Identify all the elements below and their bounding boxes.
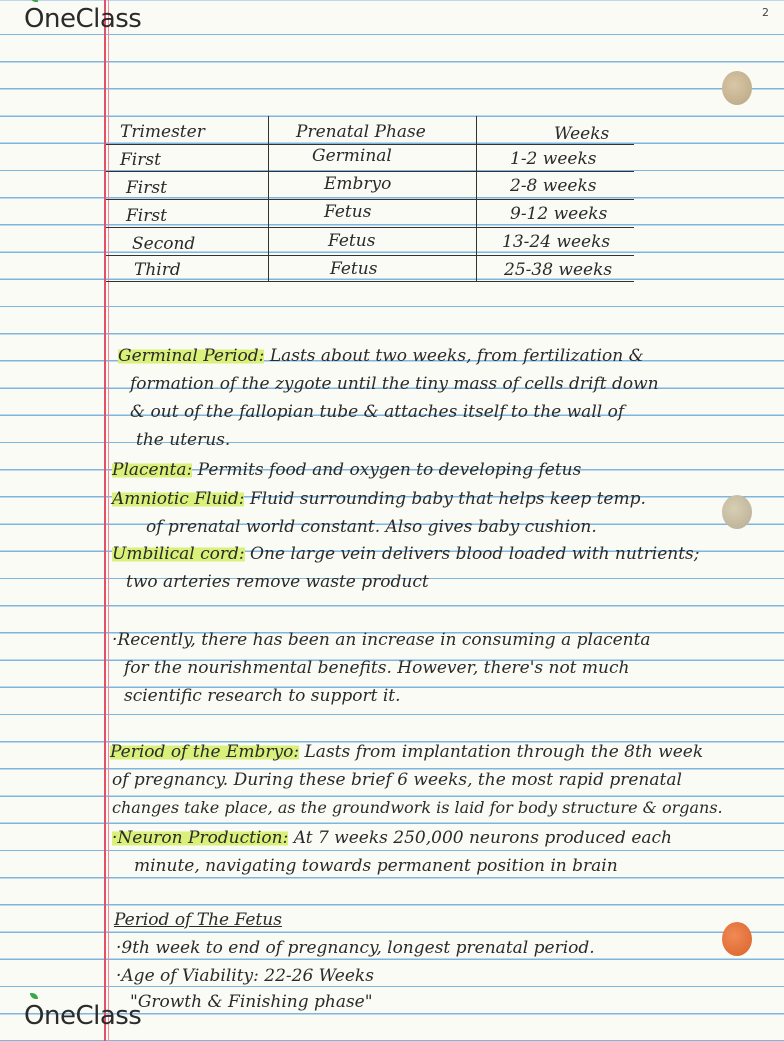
oneclass-logo: OneClass: [24, 4, 141, 34]
term-placenta: Placenta:: [112, 460, 193, 480]
term-neuron-production: ·Neuron Production:: [112, 828, 289, 848]
table-header: Weeks: [554, 124, 610, 144]
table-cell: 1-2 weeks: [510, 149, 597, 169]
term-definition: Permits food and oxygen to developing fetus: [197, 460, 582, 480]
table-header: Trimester: [120, 122, 205, 142]
binder-hole: [722, 495, 752, 529]
term-umbilical-cord: Umbilical cord:: [112, 544, 245, 564]
table-cell: 25-38 weeks: [504, 260, 613, 280]
binder-hole: [722, 71, 752, 105]
note-line: two arteries remove waste product: [126, 572, 429, 592]
note-line: [112, 460, 581, 480]
table-cell: First: [126, 178, 167, 198]
note-line: [112, 489, 646, 509]
table-header: Prenatal Phase: [296, 122, 426, 142]
table-cell: First: [126, 206, 167, 226]
term-definition: One large vein delivers blood loaded with nutrients;: [250, 544, 700, 564]
note-line: the uterus.: [136, 430, 231, 450]
note-line: for the nourishmental benefits. However, there's not much: [124, 658, 630, 678]
term-definition: Lasts from implantation through the 8th week: [304, 742, 704, 762]
table-cell: Second: [132, 234, 196, 254]
note-line: [110, 742, 703, 762]
note-line: of prenatal world constant. Also gives baby cushion.: [146, 517, 597, 537]
table-cell: 13-24 weeks: [502, 232, 611, 252]
table-cell: 9-12 weeks: [510, 204, 608, 224]
note-line: ·Recently, there has been an increase in consuming a placenta: [112, 630, 651, 650]
leaf-icon: [30, 993, 38, 999]
table-cell: Fetus: [328, 231, 376, 251]
page-number: 2: [762, 6, 769, 19]
note-line: of pregnancy. During these brief 6 weeks, the most rapid prenatal: [112, 770, 682, 790]
note-line: changes take place, as the groundwork is laid for body structure & organs.: [112, 798, 723, 817]
table-rule: [106, 281, 634, 282]
table-cell: Germinal: [312, 146, 392, 166]
term-definition: At 7 weeks 250,000 neurons produced each: [293, 828, 672, 848]
term-amniotic-fluid: Amniotic Fluid:: [112, 489, 245, 509]
note-line: ·9th week to end of pregnancy, longest prenatal period.: [116, 938, 595, 958]
leaf-icon: [30, 0, 38, 2]
term-period-of-embryo: Period of the Embryo:: [110, 742, 300, 762]
note-line: formation of the zygote until the tiny mass of cells drift down: [130, 374, 659, 394]
note-line: & out of the fallopian tube & attaches itself to the wall of: [130, 402, 625, 422]
term-germinal-period: Germinal Period:: [118, 346, 265, 366]
table-cell: Embryo: [324, 174, 392, 194]
note-line: minute, navigating towards permanent position in brain: [134, 856, 618, 876]
table-cell: Fetus: [330, 259, 378, 279]
term-definition: Lasts about two weeks, from fertilization &: [269, 346, 644, 366]
note-line: [112, 828, 672, 848]
table-header-rule: [106, 144, 634, 145]
binder-hole: [722, 922, 752, 956]
table-cell: Third: [134, 260, 181, 280]
table-rule: [106, 255, 634, 256]
term-definition: Fluid surrounding baby that helps keep temp.: [249, 489, 646, 509]
table-cell: First: [120, 150, 161, 170]
table-rule: [106, 171, 634, 172]
table-cell: 2-8 weeks: [510, 176, 597, 196]
oneclass-logo: OneClass: [24, 1001, 141, 1031]
note-line: [112, 544, 700, 564]
prenatal-table: [106, 116, 634, 282]
note-line: ·Age of Viability: 22-26 Weeks: [116, 966, 374, 986]
note-line: "Growth & Finishing phase": [130, 992, 373, 1012]
section-heading: Period of The Fetus: [114, 910, 282, 930]
note-line: scientific research to support it.: [124, 686, 401, 706]
table-rule: [106, 199, 634, 200]
table-cell: Fetus: [324, 202, 372, 222]
table-rule: [106, 227, 634, 228]
note-line: [118, 346, 644, 366]
